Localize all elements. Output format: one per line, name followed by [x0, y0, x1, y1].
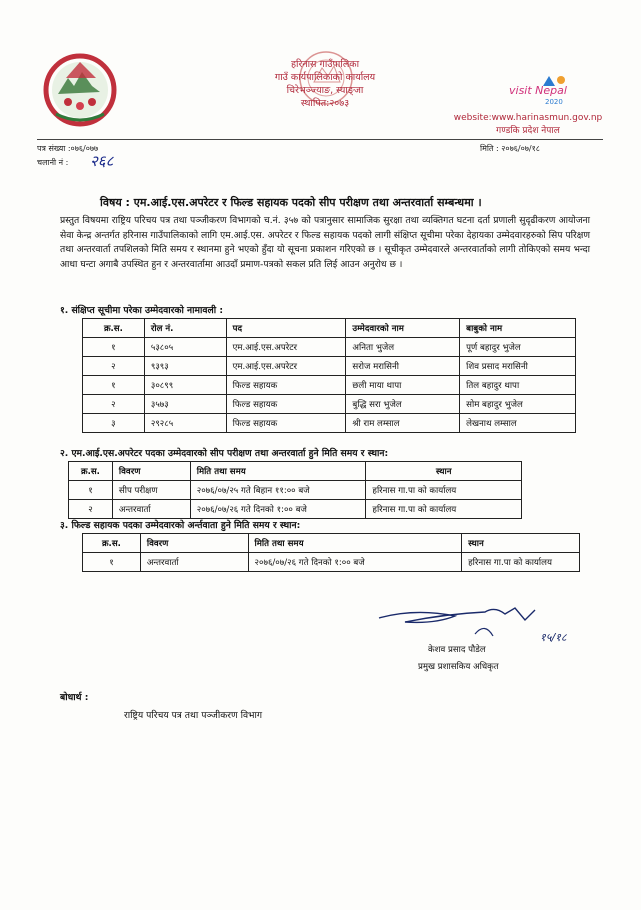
section2-title: २. एम.आई.एस.अपरेटर पदका उम्मेदवारको सीप परीक्षण तथा अन्तरवार्ता हुने मिति समय र स्थान: [60, 448, 389, 459]
table-cell: सीप परीक्षण [112, 481, 190, 500]
table-cell: हरिनास गा.पा को कार्यालय [366, 500, 522, 519]
table-cell: फिल्ड सहायक [226, 414, 346, 433]
col-header: पद [226, 319, 346, 338]
field-assistant-schedule-table [82, 533, 580, 572]
table-row [83, 395, 576, 414]
table-cell: २ [83, 395, 145, 414]
office-header [240, 58, 410, 110]
table-cell: ३५७३ [144, 395, 226, 414]
visit-nepal-logo [505, 72, 575, 108]
bodhartha-label: बोधार्थ : [60, 692, 89, 703]
table-row [83, 376, 576, 395]
table-row [83, 357, 576, 376]
col-header: स्थान [366, 462, 522, 481]
table-cell: अन्तरवार्ता [112, 500, 190, 519]
nepal-emblem-icon [40, 48, 120, 128]
table-row [83, 414, 576, 433]
bodhartha-recipient: राष्ट्रिय परिचय पत्र तथा पञ्जीकरण विभाग [124, 710, 263, 721]
signatory-title: प्रमुख प्रशासकिय अधिकृत [418, 662, 499, 672]
table-cell: २ [69, 500, 113, 519]
col-header: विवरण [112, 462, 190, 481]
table-cell: २ [83, 357, 145, 376]
table-cell: ५३८०५ [144, 338, 226, 357]
table-cell: लेखनाथ लम्साल [460, 414, 576, 433]
table-cell: ९३९३ [144, 357, 226, 376]
table-cell: २०७६/०७/२६ गते दिनको १:०० बजे [190, 500, 366, 519]
table-cell: पूर्ण बहादुर भुजेल [460, 338, 576, 357]
visit-nepal-icon [505, 72, 575, 108]
province-text: गण्डकि प्रदेश नेपाल [496, 126, 560, 136]
candidates-table [82, 318, 576, 433]
col-header: उम्मेदवारको नाम [346, 319, 460, 338]
table-cell: सरोज मरासिनी [346, 357, 460, 376]
table-cell: हरिनास गा.पा को कार्यालय [462, 553, 580, 572]
table-cell: फिल्ड सहायक [226, 376, 346, 395]
table-row [69, 500, 522, 519]
table-cell: १ [83, 338, 145, 357]
signature-date: १५/१८ [540, 631, 567, 644]
office-line-1: हरिनास गाउँपालिका [290, 59, 360, 70]
col-header: विवरण [140, 534, 248, 553]
website-block [448, 112, 608, 138]
table-cell: फिल्ड सहायक [226, 395, 346, 414]
office-line-4: स्थापित:२०७३ [300, 98, 350, 109]
col-header: बाबुको नाम [460, 319, 576, 338]
table-cell: अन्तरवार्ता [140, 553, 248, 572]
table-cell: शिव प्रसाद मरासिनी [460, 357, 576, 376]
col-header: क्र.स. [69, 462, 113, 481]
chalani-number: २६८ [90, 152, 114, 170]
col-header: मिति तथा समय [190, 462, 366, 481]
table-cell: ३ [83, 414, 145, 433]
office-line-2: गाउँ कार्यपालिकाको कार्यालय [274, 72, 376, 83]
col-header: क्र.स. [83, 534, 141, 553]
table-cell: तिल बहादुर थापा [460, 376, 576, 395]
col-header: क्र.स. [83, 319, 145, 338]
table-cell: सोम बहादुर भुजेल [460, 395, 576, 414]
header-divider [37, 139, 603, 140]
mis-schedule-table [68, 461, 522, 519]
visit-year: 2020 [545, 98, 563, 106]
chalani-label: चलानी नं : [37, 158, 69, 167]
section3-title: ३. फिल्ड सहायक पदका उम्मेदवारको अर्न्तवाता हुने मिति समय र स्थान: [60, 520, 301, 531]
table-cell: हरिनास गा.पा को कार्यालय [366, 481, 522, 500]
col-header: स्थान [462, 534, 580, 553]
table-cell: एम.आई.एस.अपरेटर [226, 357, 346, 376]
table-cell: ३०८९९ [144, 376, 226, 395]
subject-line: विषय : एम.आई.एस.अपरेटर र फिल्ड सहायक पदको सीप परीक्षण तथा अन्तरवार्ता सम्बन्धमा । [100, 196, 482, 209]
section1-title: १. संक्षिप्त सूचीमा परेका उम्मेदवारको नामावली : [60, 305, 223, 316]
miti: मिति : २०७६/०७/१८ [480, 144, 540, 153]
signatory-name: केशव प्रसाद पौडेल [428, 645, 486, 655]
col-header: रोल नं. [144, 319, 226, 338]
table-header-row [83, 319, 576, 338]
table-cell: एम.आई.एस.अपरेटर [226, 338, 346, 357]
table-cell: १ [69, 481, 113, 500]
visit-logo-text: visit Nepal [509, 84, 567, 97]
table-cell: बुद्धि सरा भुजेल [346, 395, 460, 414]
table-header-row [69, 462, 522, 481]
table-cell: अनिता भुजेल [346, 338, 460, 357]
table-row [83, 553, 580, 572]
table-cell: २९२८५ [144, 414, 226, 433]
table-row [69, 481, 522, 500]
table-cell: श्री राम लम्साल [346, 414, 460, 433]
table-header-row [83, 534, 580, 553]
website-text: website:www.harinasmun.gov.np [453, 113, 603, 123]
body-paragraph: प्रस्तुत विषयमा राष्ट्रिय परिचय पत्र तथा पञ्जीकरण विभागको च.नं. ३५७ को पत्रानुसार सामाजिक सुरक्षा तथा व्यक्तिगत घटना दर्ता प्रणाली सुदृढीकरण आयोजना सेवा केन्द्र अन्तर्गत हरिनास गाउँपालिकाको लागि एम.आई.एस. अपरेटर र फिल्ड सहायक पदको लागी संक्षिप्त सूचीमा परेका देहायका उम्मेदवारहरुको सिप परिक्षण तथा अन्तरवार्ता तपशिलको मिति समय र स्थानमा हुने भएको हुँदा यो सूचना प्रकाशन गरिएको छ । सूचीकृत उम्मेदवारले अन्तरवार्ताको लागी तोकिएको समय भन्दा आधा घन्टा अगाबै उपस्थित हुन र अन्तरवार्तामा आउदाँ प्रमाण-पत्रको सकल प्रति लिई आउन अनुरोध छ । [60, 215, 590, 270]
patra-sankhya: पत्र संख्या :०७६/०७७ [37, 144, 99, 153]
table-cell: छली माया थापा [346, 376, 460, 395]
table-cell: २०७६/०७/२६ गते दिनको १:०० बजे [248, 553, 462, 572]
table-cell: १ [83, 376, 145, 395]
table-cell: १ [83, 553, 141, 572]
col-header: मिति तथा समय [248, 534, 462, 553]
office-line-3: चिरेभञ्ज्याङ, स्याङ्जा [286, 85, 364, 96]
table-row [83, 338, 576, 357]
table-cell: २०७६/०७/२५ गते बिहान ११:०० बजे [190, 481, 366, 500]
